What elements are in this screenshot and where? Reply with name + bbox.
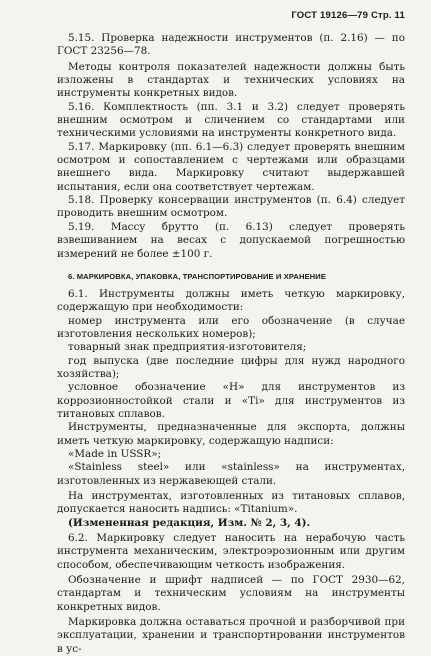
list-item: «Made in USSR»; [68,447,162,460]
amendment-note: (Измененная редакция, Изм. № 2, 3, 4). [68,516,311,529]
list-item: условное обозначение «Н» для инструментов из коррозионностойкой стали и «Ti» для инструментов из титановых сплавов. [57,381,405,420]
section-heading: 6. МАРКИРОВКА, УПАКОВКА, ТРАНСПОРТИРОВАНИЕ И ХРАНЕНИЕ [68,271,326,281]
page-header: ГОСТ 19126—79 Стр. 11 [291,10,405,21]
paragraph-titanium: На инструментах, изготовленных из титановых сплавов, допускается наносить надпись: «Titanium». [57,490,405,516]
list-item: «Stainless steel» или «stainless» на инструментах, изготовленных из нержавеющей стали. [57,461,405,487]
paragraph-5-17: 5.17. Маркировку (пп. 6.1—6.3) следует проверять внешним осмотром и сопоставлением с чертежами или образцами внешнего вида. Маркировку считают выдержавшей испытания, если она соответствует чертежам. [57,140,405,193]
paragraph-5-15: 5.15. Проверка надежности инструментов (п. 2.16) — по ГОСТ 23256—78. [57,32,405,58]
list-item: номер инструмента или его обозначение (в случае изготовления нескольких номеров); [57,314,405,340]
paragraph-export: Инструменты, предназначенные для экспорта, должны иметь четкую маркировку, содержащую надписи: [57,421,405,447]
paragraph-5-18: 5.18. Проверку консервации инструментов (п. 6.4) следует проводить внешним осмотром. [57,194,405,220]
paragraph-6-1: 6.1. Инструменты должны иметь четкую маркировку, содержащую при необходимости: [57,287,405,314]
paragraph-durability: Маркировка должна оставаться прочной и разборчивой при эксплуатации, хранении и транспортировании инструментов в ус- [57,616,405,655]
paragraph-6-2: 6.2. Маркировку следует наносить на нерабочую часть инструмента механическим, электроэрозионным или другим способом, обеспечивающим четкость изображения. [57,532,405,571]
list-item: год выпуска (две последние цифры для нужд народного хозяйства); [57,354,405,380]
paragraph-5-16: 5.16. Комплектность (пп. 3.1 и 3.2) следует проверять внешним осмотром и сличением со стандартами или техническими условиями на инструменты конкретного вида. [57,100,405,140]
paragraph-5-19: 5.19. Массу брутто (п. 6.13) следует проверять взвешиванием на весах с допускаемой погрешностью измерений не более ±100 г. [57,220,405,260]
paragraph-designation: Обозначение и шрифт надписей — по ГОСТ 2930—62, стандартам и техническим условиям на инструменты конкретных видов. [57,574,405,613]
list-item: товарный знак предприятия-изготовителя; [68,341,307,354]
paragraph-5-15-methods: Методы контроля показателей надежности должны быть изложены в стандартах и технических условиях на инструменты конкретных видов. [57,60,405,100]
